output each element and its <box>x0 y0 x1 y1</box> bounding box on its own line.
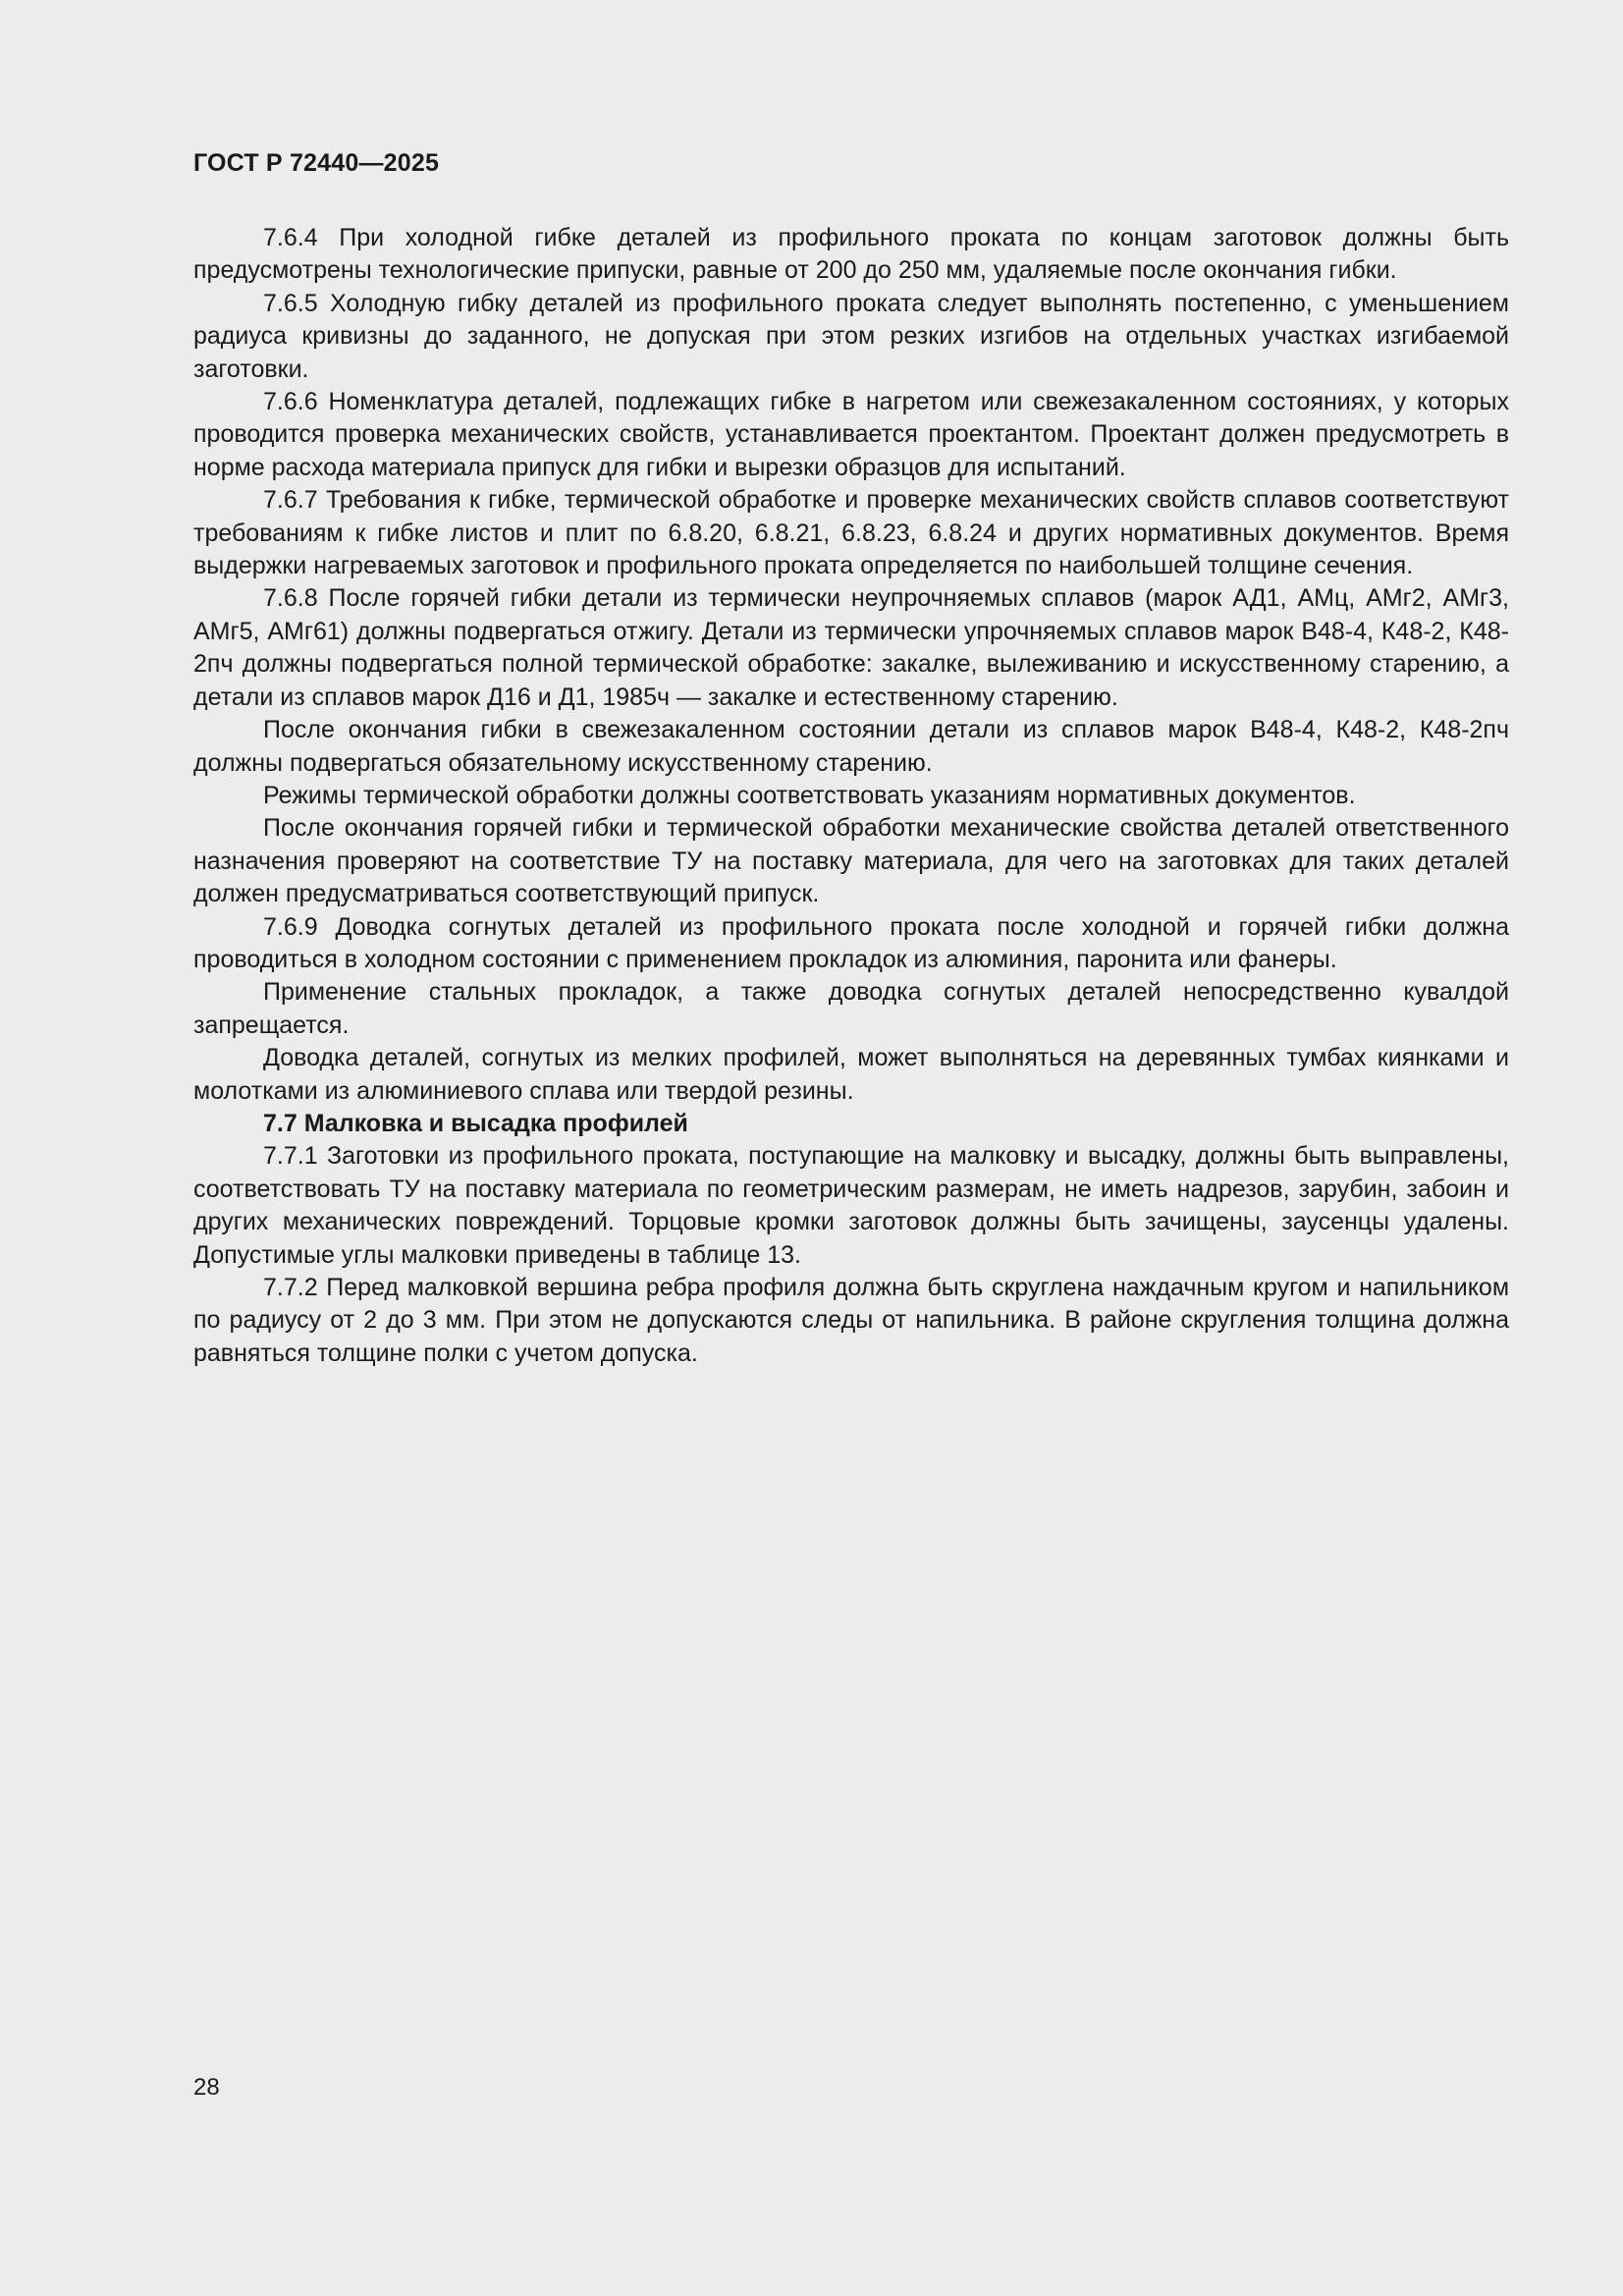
document-header-id: ГОСТ Р 72440—2025 <box>193 149 440 177</box>
paragraph-7-7-2: 7.7.2 Перед малковкой вершина ребра профиля должна быть скруглена наждачным кругом и напильником по радиусу от 2 до 3 мм. При этом не допускаются следы от напильника. В районе скругления толщина должна равняться толщине полки с учетом допуска. <box>193 1274 1509 1367</box>
paragraph-7-6-9-small-profiles: Доводка деталей, согнутых из мелких профилей, может выполняться на деревянных тумбах киянками и молотками из алюминиевого сплава или твердой резины. <box>193 1044 1509 1105</box>
paragraph-7-6-8-modes: Режимы термической обработки должны соответствовать указаниям нормативных документов. <box>263 781 1356 809</box>
paragraph-7-6-6: 7.6.6 Номенклатура деталей, подлежащих гибке в нагретом или свежезакаленном состояниях, у которых проводится проверка механических свойств, устанавливается проектантом. Проектант должен предусмотреть в норме расхода материала припуск для гибки и вырезки образцов для испытаний. <box>193 388 1509 481</box>
document-body <box>193 222 1509 1370</box>
paragraph-7-6-8: 7.6.8 После горячей гибки детали из термически неупрочняемых сплавов (марок АД1, АМц, АМг2, АМг3, АМг5, АМг61) должны подвергаться отжигу. Детали из термически упрочняемых сплавов марок В48-4, К48-2, К48-2пч должны подвергаться полной термической обработке: закалке, вылеживанию и искусственному старению, а детали из сплавов марок Д16 и Д1, 1985ч — закалке и естественному старению. <box>193 584 1509 711</box>
paragraph-7-6-4: 7.6.4 При холодной гибке деталей из профильного проката по концам заготовок должны быть предусмотрены технологические припуски, равные от 200 до 250 мм, удаляемые после окончания гибки. <box>193 224 1509 285</box>
section-heading-7-7: 7.7 Малковка и высадка профилей <box>263 1109 688 1137</box>
paragraph-7-6-8-aging: После окончания гибки в свежезакаленном состоянии детали из сплавов марок В48-4, К48-2, К48-2пч должны подвергаться обязательному искусственному старению. <box>193 716 1509 777</box>
paragraph-7-6-9: 7.6.9 Доводка согнутых деталей из профильного проката после холодной и горячей гибки должна проводиться в холодном состоянии с применением прокладок из алюминия, паронита или фанеры. <box>193 912 1509 973</box>
page-number: 28 <box>193 2074 220 2101</box>
paragraph-7-6-5: 7.6.5 Холодную гибку деталей из профильного проката следует выполнять постепенно, с уменьшением радиуса кривизны до заданного, не допуская при этом резких изгибов на отдельных участках изгибаемой заготовки. <box>193 289 1509 383</box>
paragraph-7-6-9-steel-pads: Применение стальных прокладок, а также доводка согнутых деталей непосредственно кувалдой запрещается. <box>193 978 1509 1039</box>
paragraph-7-6-7: 7.6.7 Требования к гибке, термической обработке и проверке механических свойств сплавов соответствуют требованиям к гибке листов и плит по 6.8.20, 6.8.21, 6.8.23, 6.8.24 и других нормативных документов. Время выдержки нагреваемых заготовок и профильного проката определяется по наибольшей толщине сечения. <box>193 486 1509 580</box>
paragraph-7-6-8-properties: После окончания горячей гибки и термической обработки механические свойства деталей ответственного назначения проверяют на соответствие ТУ на поставку материала, для чего на заготовках для таких деталей должен предусматриваться соответствующий припуск. <box>193 814 1509 908</box>
paragraph-7-7-1: 7.7.1 Заготовки из профильного проката, поступающие на малковку и высадку, должны быть выправлены, соответствовать ТУ на поставку материала по геометрическим размерам, не иметь надрезов, зарубин, забоин и других механических повреждений. Торцовые кромки заготовок должны быть зачищены, заусенцы удалены. Допустимые углы малковки приведены в таблице 13. <box>193 1142 1509 1269</box>
